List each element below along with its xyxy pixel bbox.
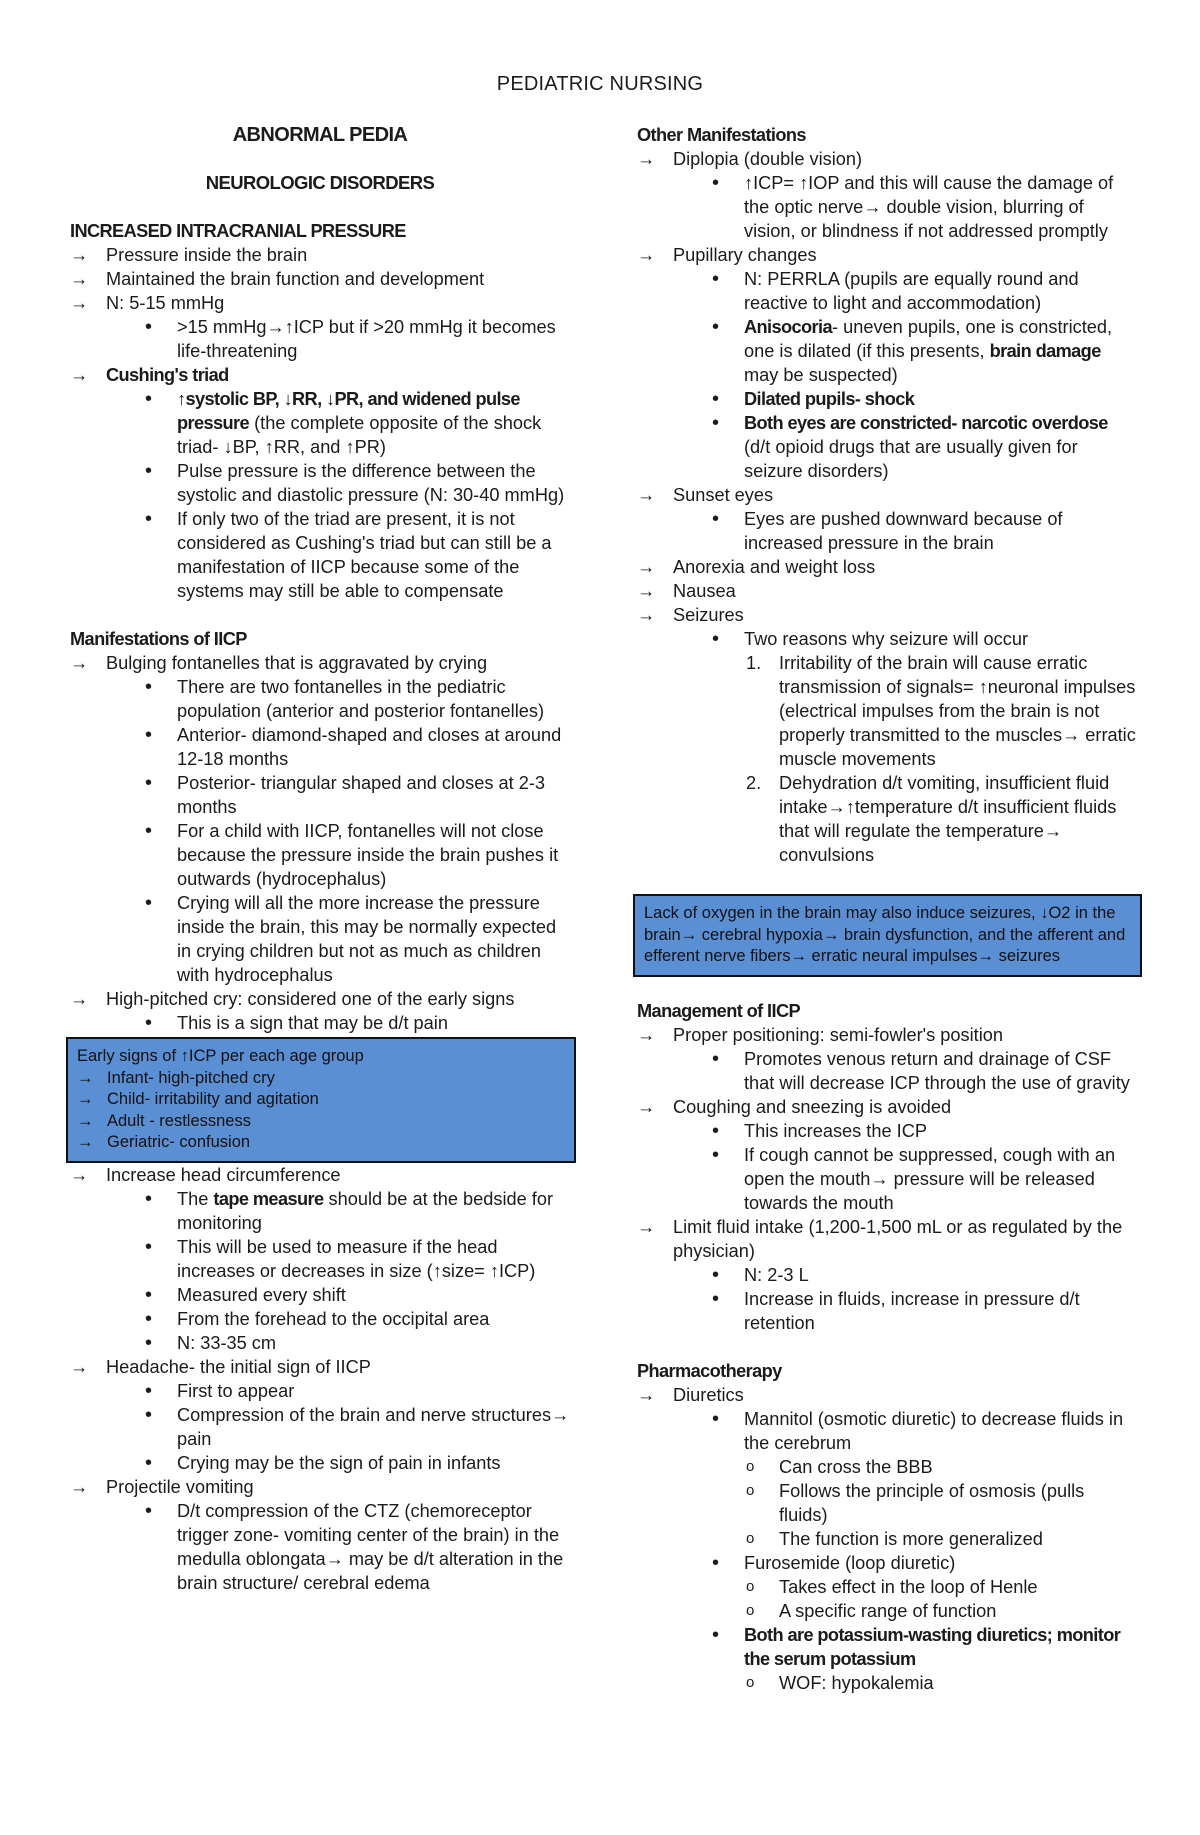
iicp-list	[70, 243, 570, 603]
list-item: • First to appear	[106, 1379, 570, 1403]
list-item: • The tape measure should be at the bedside for monitoring	[106, 1187, 570, 1235]
list-item: • There are two fontanelles in the pediatric population (anterior and posterior fontanelles)	[106, 675, 570, 723]
list-item: • D/t compression of the CTZ (chemoreceptor trigger zone- vomiting center of the brain) in the medulla oblongata→ may be d/t alteration in the brain structure/ cerebral edema	[106, 1499, 570, 1595]
list-item: → Infant- high-pitched cry	[77, 1068, 564, 1090]
list-item: • Both eyes are constricted- narcotic overdose (d/t opioid drugs that are usually given for seizure disorders)	[673, 411, 1137, 483]
list-item: 2. Dehydration d/t vomiting, insufficient fluid intake→↑temperature d/t insufficient fluids that will regulate the temperature→ convulsions	[746, 773, 1117, 865]
list-item: • From the forehead to the occipital area	[106, 1307, 570, 1331]
list-item: • This will be used to measure if the head increases or decreases in size (↑size= ↑ICP)	[106, 1235, 570, 1283]
list-item: → Anorexia and weight loss	[637, 555, 1137, 579]
list-item: → High-pitched cry: considered one of the early signs • This is a sign that may be d/t pain	[70, 987, 570, 1035]
list-item: • Anisocoria- uneven pupils, one is constricted, one is dilated (if this presents, brain damage may be suspected)	[673, 315, 1137, 387]
list-item: • Mannitol (osmotic diuretic) to decrease fluids in the cerebrum o Can cross the BBB o Follows the principle of osmosis (pulls fluids) o The function is more generalized	[673, 1407, 1137, 1551]
list-item: • Promotes venous return and drainage of CSF that will decrease ICP through the use of gravity	[673, 1047, 1137, 1095]
list-item: → Increase head circumference • The tape measure should be at the bedside for monitoring • This will be used to measure if the head increases or decreases in size (↑size= ↑ICP) • Measured every shift • From the forehead to the occipital area • N: 33-35 cm	[70, 1163, 570, 1355]
list-item: o WOF: hypokalemia	[673, 1671, 1137, 1695]
page-title: PEDIATRIC NURSING	[496, 73, 704, 95]
list-item: • Compression of the brain and nerve structures→ pain	[106, 1403, 570, 1451]
list-item: → Headache- the initial sign of IICP • First to appear • Compression of the brain and nerve structures→ pain • Crying may be the sign of pain in infants	[70, 1355, 570, 1475]
list-item: 1. Irritability of the brain will cause erratic transmission of signals= ↑neuronal impulses (electrical impulses from the brain is not properly transmitted to the muscles→ erratic muscle movements	[746, 653, 1136, 769]
list-item: • ↑ICP= ↑IOP and this will cause the damage of the optic nerve→ double vision, blurring of vision, or blindness if not addressed promptly	[673, 171, 1137, 243]
pharmacotherapy-heading: Pharmacotherapy	[637, 1360, 782, 1381]
list-item: • For a child with IICP, fontanelles will not close because the pressure inside the brain pushes it outwards (hydrocephalus)	[106, 819, 570, 891]
list-item: → Cushing's triad • ↑systolic BP, ↓RR, ↓PR, and widened pulse pressure (the complete opposite of the shock triad- ↓BP, ↑RR, and ↑PR) • Pulse pressure is the difference between the systolic and diastolic pressure (N: 30-40 mmHg) • If only two of the triad are present, it is not considered as Cushing's triad but can still be a manifestation of IICP because some of the systems may still be able to compensate	[70, 363, 570, 603]
list-item: o Can cross the BBB	[673, 1455, 1137, 1479]
management-heading: Management of IICP	[637, 1000, 801, 1021]
list-item: • Two reasons why seizure will occur 1. Irritability of the brain will cause erratic transmission of signals= ↑neuronal impulses (electrical impulses from the brain is not properly transmitted to the muscles→ erratic muscle movements 2. Dehydration d/t vomiting, insufficient fluid intake→↑temperature d/t insufficient fluids that will regulate the temperature→ convulsions	[673, 627, 1137, 867]
list-item: → Geriatric- confusion	[77, 1132, 564, 1154]
manifestations-heading: Manifestations of IICP	[70, 629, 247, 649]
list-item: → Coughing and sneezing is avoided • This increases the ICP • If cough cannot be suppressed, cough with an open the mouth→ pressure will be released towards the mouth	[637, 1095, 1137, 1215]
list-item: • Posterior- triangular shaped and closes at 2-3 months	[106, 771, 570, 819]
list-item: • If only two of the triad are present, it is not considered as Cushing's triad but can still be a manifestation of IICP because some of the systems may still be able to compensate	[106, 507, 570, 603]
list-item: → Sunset eyes • Eyes are pushed downward because of increased pressure in the brain	[637, 483, 1137, 555]
manifestations-list	[70, 651, 570, 1035]
list-item: → Bulging fontanelles that is aggravated by crying • There are two fontanelles in the pediatric population (anterior and posterior fontanelles) • Anterior- diamond-shaped and closes at around 12-18 months • Posterior- triangular shaped and closes at 2-3 months • For a child with IICP, fontanelles will not close because the pressure inside the brain pushes it outwards (hydrocephalus) • Crying will all the more increase the pressure inside the brain, this may be normally expected in crying children but not as much as children with hydrocephalus	[70, 651, 570, 987]
list-item: → Pupillary changes • N: PERRLA (pupils are equally round and reactive to light and accommodation) • Anisocoria- uneven pupils, one is constricted, one is dilated (if this presents, brain damage may be suspected) • Dilated pupils- shock • Both eyes are constricted- narcotic overdose (d/t opioid drugs that are usually given for seizure disorders)	[637, 243, 1137, 483]
other-manifestations-heading: Other Manifestations	[637, 125, 806, 145]
pharmacotherapy-list	[637, 1383, 1137, 1695]
list-item: • Both are potassium-wasting diuretics; monitor the serum potassium o WOF: hypokalemia	[673, 1623, 1137, 1695]
list-item: • Eyes are pushed downward because of increased pressure in the brain	[673, 507, 1137, 555]
list-item: • Crying may be the sign of pain in infants	[106, 1451, 570, 1475]
list-item: • If cough cannot be suppressed, cough with an open the mouth→ pressure will be released towards the mouth	[673, 1143, 1137, 1215]
list-item: • Increase in fluids, increase in pressure d/t retention	[673, 1287, 1137, 1335]
iicp-heading: INCREASED INTRACRANIAL PRESSURE	[70, 221, 406, 241]
list-item: → Proper positioning: semi-fowler's position • Promotes venous return and drainage of CSF that will decrease ICP through the use of gravity	[637, 1023, 1137, 1095]
list-item: • Crying will all the more increase the pressure inside the brain, this may be normally expected in crying children but not as much as children with hydrocephalus	[106, 891, 570, 987]
list-item: → Diplopia (double vision) • ↑ICP= ↑IOP and this will cause the damage of the optic nerve→ double vision, blurring of vision, or blindness if not addressed promptly	[637, 147, 1137, 243]
list-item: o The function is more generalized	[673, 1527, 1137, 1551]
oxygen-box-text: Lack of oxygen in the brain may also induce seizures, ↓O2 in the brain→ cerebral hypoxia→ brain dysfunction, and the afferent and efferent nerve fibers→ erratic neural impulses→ seizures	[644, 904, 1126, 965]
list-item: o A specific range of function	[673, 1599, 1137, 1623]
list-item: → Child- irritability and agitation	[77, 1089, 564, 1111]
main-heading: ABNORMAL PEDIA	[232, 124, 408, 146]
list-item: • N: 33-35 cm	[106, 1331, 570, 1355]
list-item: → Nausea	[637, 579, 1137, 603]
list-item: • Anterior- diamond-shaped and closes at around 12-18 months	[106, 723, 570, 771]
other-manifestations-list	[637, 147, 1137, 867]
list-item: • This is a sign that may be d/t pain	[106, 1011, 570, 1035]
list-item: → Maintained the brain function and development	[70, 267, 570, 291]
list-item: → Pressure inside the brain	[70, 243, 570, 267]
list-item: • ↑systolic BP, ↓RR, ↓PR, and widened pulse pressure (the complete opposite of the shock triad- ↓BP, ↑RR, and ↑PR)	[106, 387, 570, 459]
list-item: → Projectile vomiting • D/t compression of the CTZ (chemoreceptor trigger zone- vomiting center of the brain) in the medulla oblongata→ may be d/t alteration in the brain structure/ cerebral edema	[70, 1475, 570, 1595]
management-list	[637, 1023, 1137, 1335]
list-item: • This increases the ICP	[673, 1119, 1137, 1143]
list-item: • >15 mmHg→↑ICP but if >20 mmHg it becomes life-threatening	[106, 315, 570, 363]
oxygen-box	[633, 894, 1142, 977]
list-item: → N: 5-15 mmHg • >15 mmHg→↑ICP but if >20 mmHg it becomes life-threatening	[70, 291, 570, 363]
list-item: • Dilated pupils- shock	[673, 387, 1137, 411]
early-signs-box	[66, 1037, 576, 1163]
list-item: • N: 2-3 L	[673, 1263, 1137, 1287]
left-column	[70, 123, 570, 1595]
list-item: → Adult - restlessness	[77, 1111, 564, 1133]
early-signs-title: Early signs of ↑ICP per each age group	[77, 1047, 364, 1065]
manifestations-list-cont	[70, 1163, 570, 1595]
list-item: o Follows the principle of osmosis (pulls fluids)	[673, 1479, 1137, 1527]
list-item: → Seizures • Two reasons why seizure will occur 1. Irritability of the brain will cause erratic transmission of signals= ↑neuronal impulses (electrical impulses from the brain is not properly transmitted to the muscles→ erratic muscle movements 2. Dehydration d/t vomiting, insufficient fluid intake→↑temperature d/t insufficient fluids that will regulate the temperature→ convulsions	[637, 603, 1137, 867]
list-item: o Takes effect in the loop of Henle	[673, 1575, 1137, 1599]
list-item: • N: PERRLA (pupils are equally round and reactive to light and accommodation)	[673, 267, 1137, 315]
list-item: → Limit fluid intake (1,200-1,500 mL or as regulated by the physician) • N: 2-3 L • Increase in fluids, increase in pressure d/t retention	[637, 1215, 1137, 1335]
list-item: → Diuretics • Mannitol (osmotic diuretic) to decrease fluids in the cerebrum o Can cross the BBB o Follows the principle of osmosis (pulls fluids) o The function is more generalized • Furosemide (loop diuretic) o Takes effect in the loop of Henle o A specific range of function • Both are potassium-wasting diuretics; monitor the serum potassium o WOF: hypokalemia	[637, 1383, 1137, 1695]
sub-heading: NEUROLOGIC DISORDERS	[205, 172, 435, 193]
list-item: • Furosemide (loop diuretic) o Takes effect in the loop of Henle o A specific range of function	[673, 1551, 1137, 1623]
list-item: • Measured every shift	[106, 1283, 570, 1307]
right-column	[637, 123, 1137, 1695]
list-item: • Pulse pressure is the difference between the systolic and diastolic pressure (N: 30-40 mmHg)	[106, 459, 570, 507]
